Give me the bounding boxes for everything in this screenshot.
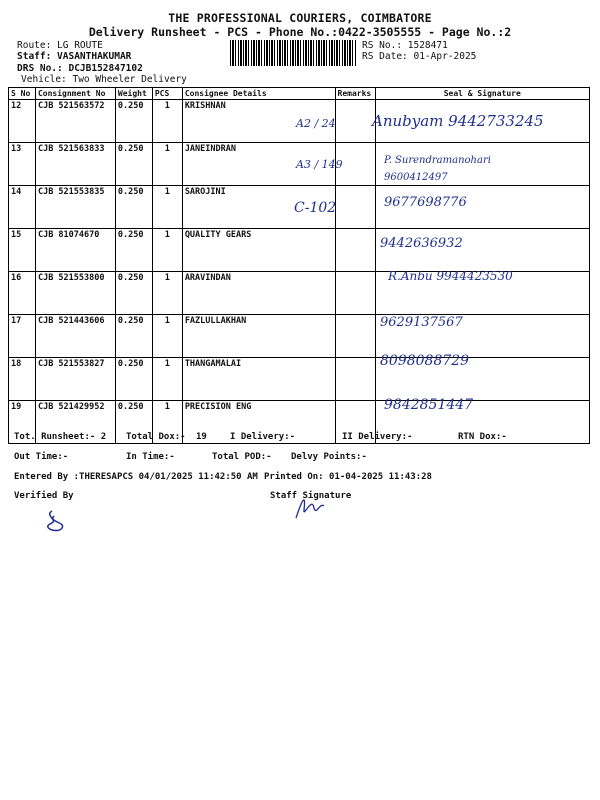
signature-row-18: 8098088729: [380, 353, 470, 369]
pcs-cell: 1: [152, 229, 182, 272]
weight-cell: 0.250: [115, 315, 152, 358]
i-delivery: I Delivery:-: [230, 432, 296, 442]
staff-label: Staff: VASANTHAKUMAR: [17, 51, 132, 62]
staff-signature-label: Staff Signature: [270, 491, 352, 501]
runsheet-subtitle: Delivery Runsheet - PCS - Phone No.:0422-3505555 - Page No.:2: [88, 25, 512, 39]
pcs-cell: 1: [152, 358, 182, 401]
consignee-cell: PRECISION ENG: [182, 401, 335, 444]
consignee-cell: JANEINDRAN: [182, 143, 335, 186]
weight-cell: 0.250: [115, 272, 152, 315]
consignee-cell: QUALITY GEARS: [182, 229, 335, 272]
consignee-cell: SAROJINI: [182, 186, 335, 229]
table-row: [9, 315, 590, 358]
table-row: [9, 358, 590, 401]
signature-row-13: P. Surendramanohari 9600412497: [384, 155, 491, 183]
remarks-cell: [335, 358, 375, 401]
consignment-cell: CJB 521443606: [35, 315, 115, 358]
signature-row-16: R.Anbu 9944423530: [388, 269, 513, 283]
consignment-cell: CJB 521553835: [35, 186, 115, 229]
sno-cell: 14: [9, 186, 36, 229]
staff-signature-scrawl: [290, 490, 330, 522]
remarks-cell: [335, 272, 375, 315]
signature-row-17: 9629137567: [380, 315, 463, 330]
pcs-cell: 1: [152, 186, 182, 229]
total-dox-label: Total Dox:-: [126, 432, 186, 442]
col-header-pcs: PCS: [152, 88, 182, 100]
pcs-cell: 1: [152, 315, 182, 358]
rtn-dox: RTN Dox:-: [458, 432, 507, 442]
tot-runsheet: Tot. Runsheet:- 2: [14, 432, 107, 442]
consignment-cell: CJB 521553827: [35, 358, 115, 401]
pcs-cell: 1: [152, 143, 182, 186]
consignee-cell: THANGAMALAI: [182, 358, 335, 401]
remarks-cell: [335, 315, 375, 358]
remarks-cell: [335, 229, 375, 272]
col-header-signature: Seal & Signature: [375, 88, 590, 100]
ii-delivery: II Delivery:-: [342, 432, 413, 442]
table-header-row: [9, 88, 590, 100]
out-time: Out Time:-: [14, 452, 69, 462]
printed-on: Printed On: 01-04-2025 11:43:28: [264, 472, 432, 482]
barcode: [230, 40, 357, 66]
remarks-cell: [335, 186, 375, 229]
col-header-consignee: Consignee Details: [182, 88, 335, 100]
drs-number: DRS No.: DCJB152847102: [17, 63, 143, 74]
remark-row-13: A3 / 149: [296, 158, 343, 171]
rs-number: RS No.: 1528471: [362, 40, 448, 51]
weight-cell: 0.250: [115, 186, 152, 229]
consignee-cell: KRISHNAN: [182, 100, 335, 143]
weight-cell: 0.250: [115, 229, 152, 272]
pcs-cell: 1: [152, 401, 182, 444]
company-title: THE PROFESSIONAL COURIERS, COIMBATORE: [168, 11, 432, 25]
consignment-cell: CJB 81074670: [35, 229, 115, 272]
consignment-cell: CJB 521553800: [35, 272, 115, 315]
pcs-cell: 1: [152, 272, 182, 315]
delvy-points: Delvy Points:-: [291, 452, 367, 462]
rs-date: RS Date: 01-Apr-2025: [362, 51, 477, 62]
consignment-cell: CJB 521563833: [35, 143, 115, 186]
verifier-signature-scrawl: [40, 508, 70, 538]
total-pod: Total POD:-: [212, 452, 272, 462]
table-row: [9, 229, 590, 272]
sno-cell: 19: [9, 401, 36, 444]
remark-row-12: A2 / 24: [296, 117, 336, 130]
sno-cell: 18: [9, 358, 36, 401]
col-header-sno: S No: [9, 88, 36, 100]
in-time: In Time:-: [126, 452, 175, 462]
route-label: Route: LG ROUTE: [17, 40, 103, 51]
total-dox-value: 19: [196, 432, 207, 442]
remark-row-14: C-102: [294, 200, 337, 216]
consignee-cell: ARAVINDAN: [182, 272, 335, 315]
weight-cell: 0.250: [115, 358, 152, 401]
entered-by: Entered By :THERESAPCS 04/01/2025 11:42:50 AM: [14, 472, 258, 482]
col-header-remarks: Remarks: [335, 88, 375, 100]
signature-row-15: 9442636932: [380, 236, 463, 251]
consignee-cell: FAZLULLAKHAN: [182, 315, 335, 358]
remarks-cell: [335, 100, 375, 143]
sno-cell: 15: [9, 229, 36, 272]
signature-row-19: 9842851447: [384, 397, 474, 413]
sno-cell: 16: [9, 272, 36, 315]
pcs-cell: 1: [152, 100, 182, 143]
col-header-weight: Weight: [115, 88, 152, 100]
weight-cell: 0.250: [115, 401, 152, 444]
col-header-consignment: Consignment No: [35, 88, 115, 100]
runsheet-table: [8, 87, 590, 444]
sno-cell: 12: [9, 100, 36, 143]
weight-cell: 0.250: [115, 100, 152, 143]
verified-by: Verified By: [14, 491, 74, 501]
weight-cell: 0.250: [115, 143, 152, 186]
vehicle-label: Vehicle: Two Wheeler Delivery: [21, 74, 187, 85]
consignment-cell: CJB 521563572: [35, 100, 115, 143]
signature-row-12: Anubyam 9442733245: [372, 112, 544, 130]
consignment-cell: CJB 521429952: [35, 401, 115, 444]
signature-row-14: 9677698776: [384, 195, 467, 210]
sno-cell: 13: [9, 143, 36, 186]
sno-cell: 17: [9, 315, 36, 358]
